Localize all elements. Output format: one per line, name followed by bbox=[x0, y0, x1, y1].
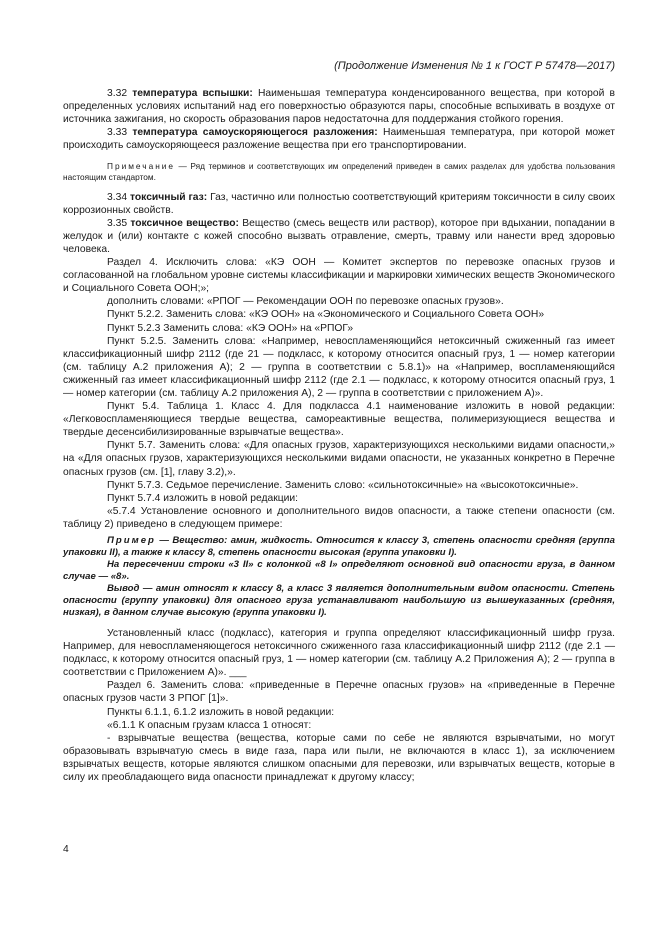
term-name: токсичное вещество: bbox=[130, 217, 239, 229]
paragraph: Раздел 4. Исключить слова: «КЭ ООН — Комитет экспертов по перевозке опасных грузов и согласованной на глобальном уровне системы классификации и маркировки химических веществ Экономического и Социального Совета ООН;»; bbox=[63, 257, 615, 295]
paragraph: Пункт 5.4. Таблица 1. Класс 4. Для подкласса 4.1 наименование изложить в новой редакции: «Легковоспламеняющиеся твердые вещества, самореактивные вещества, полимеризующиеся вещества и твердые десенсибилизированные взрывчатые вещества». bbox=[63, 401, 615, 439]
paragraph: Пункт 5.7.4 изложить в новой редакции: bbox=[107, 492, 299, 504]
paragraph: - взрывчатые вещества (вещества, которые сами по себе не являются взрывчатыми, но могут образовывать взрывчатую смесь в виде газа, пара или пыли, не включаются в класс 1), за исключением взрывчатых веществ, которые являются слишком опасными для перевозки, или взрывчатых веществ, которые в силу их преобладающего вида опасности принадлежат к другому классу; bbox=[63, 732, 615, 784]
note bbox=[63, 161, 615, 183]
paragraph: Раздел 6. Заменить слова: «приведенные в Перечне опасных грузов» на «приведенные в Перечне опасных грузов части 3 РПОГ [1]». bbox=[63, 680, 615, 705]
term-3-33 bbox=[63, 126, 615, 152]
term-number: 3.35 bbox=[107, 217, 128, 229]
term-number: 3.33 bbox=[107, 127, 128, 139]
example-label: Пример bbox=[107, 535, 156, 546]
term-name: температура вспышки: bbox=[132, 88, 253, 100]
term-definition: Вещество (смесь веществ или раствор), которое при вдыхании, попадании в желудок и (или) контакте с кожей способно вызвать отравление, смерть, травму или нанести вред здоровью человека. bbox=[63, 217, 615, 255]
paragraph: Пункт 5.2.5. Заменить слова: «Например, невоспламеняющийся нетоксичный сжиженный газ имеет классификационный шифр 2112 (где 21 — подкласс, к которому относится опасный груз, 1 — номер категории (см. таблицу А.2 приложения А); 2 — группа в соответствии с 5.8.1)» на «Например, воспламеняющийся сжиженный газ имеет классификационный шифр 2112 (где 2.1 — подкласс, к которому относится опасный груз, 1 — номер категории (см. таблицу А.2 приложения А), 2 — группа в соответствии с приложением А)». bbox=[63, 335, 615, 399]
term-3-34 bbox=[63, 191, 615, 217]
running-header: (Продолжение Изменения № 1 к ГОСТ Р 57478—2017) bbox=[334, 60, 615, 72]
example-text: — Вещество: амин, жидкость. Относится к классу 3, степень опасности средняя (группа упаковки II), а также к классу 8, степень опасности высокая (группа упаковки I). bbox=[63, 535, 615, 558]
term-3-32 bbox=[63, 87, 615, 126]
paragraph: Установленный класс (подкласс), категория и группа определяют классификационный шифр груза. Например, для невоспламеняющегося нетоксичного сжиженного газа классификационный шифр 2112 (где 2.1 — подкласс, к которому относится опасный груз, 1 — номер категории (см. таблицу А.2 Приложения А); 2 — группа в соответствии с Приложением А)». ___ bbox=[63, 628, 615, 679]
note-text: — Ряд терминов и соответствующих им определений приведен в самих разделах для удобства пользования настоящим стандартом. bbox=[63, 160, 615, 182]
paragraph: Пункт 5.2.3 Заменить слова: «КЭ ООН» на «РПОГ» bbox=[107, 322, 354, 334]
paragraph: Пункты 6.1.1, 6.1.2 изложить в новой редакции: bbox=[107, 706, 335, 718]
term-3-35 bbox=[63, 217, 615, 256]
paragraph: Пункт 5.7. Заменить слова: «Для опасных грузов, характеризующихся несколькими видами опасности,» на «Для опасных грузов, характеризующихся несколькими видами опасности, не указанных конкретно в Перечне опасных грузов (см. [1], главу 3.2),». bbox=[63, 440, 615, 478]
paragraph: «5.7.4 Установление основного и дополнительного видов опасности, а также степени опасности (см. таблицу 2) приведено в следующем примере: bbox=[63, 505, 615, 530]
term-number: 3.34 bbox=[107, 191, 128, 203]
term-definition: Наименьшая температура, при которой может происходить самоускоряющееся разложение вещества при его транспортировании. bbox=[63, 127, 615, 152]
example-line: Вывод — амин относят к классу 8, а класс 3 является дополнительным видом опасности. Степень опасности (группу упаковки) для опасного груза устанавливают наибольшую из вышеуказанных (средняя, низкая), в данном случае высокую (группа упаковки I). bbox=[63, 583, 615, 618]
term-number: 3.32 bbox=[107, 88, 128, 100]
example-line: На пересечении строки «3 II» с колонкой «8 I» определяют основной вид опасности груза, в данном случае — «8». bbox=[63, 559, 615, 582]
paragraph: Пункт 5.2.2. Заменить слова: «КЭ ООН» на «Экономического и Социального Совета ООН» bbox=[107, 309, 545, 321]
paragraph: Пункт 5.7.3. Седьмое перечисление. Заменить слово: «сильнотоксичные» на «высокотоксичные». bbox=[107, 479, 579, 491]
term-definition: Наименьшая температура конденсированного вещества, при которой в определенных условиях испытаний над его поверхностью образуются пары, способные вспыхивать в воздухе от источника зажигания, но скорость образования паров недостаточна для поддержания стойкого горения. bbox=[63, 88, 615, 126]
term-definition: Газ, частично или полностью соответствующий критериям токсичности в силу своих коррозионных свойств. bbox=[63, 191, 615, 216]
example-line bbox=[63, 535, 615, 559]
paragraph: дополнить словами: «РПОГ — Рекомендации ООН по перевозке опасных грузов». bbox=[107, 296, 504, 308]
note-label: Примечание bbox=[107, 160, 176, 171]
term-name: температура самоускоряющегося разложения: bbox=[132, 127, 378, 139]
paragraph: «6.1.1 К опасным грузам класса 1 относят: bbox=[107, 719, 312, 731]
page-number: 4 bbox=[63, 844, 69, 855]
term-name: токсичный газ: bbox=[129, 191, 208, 203]
